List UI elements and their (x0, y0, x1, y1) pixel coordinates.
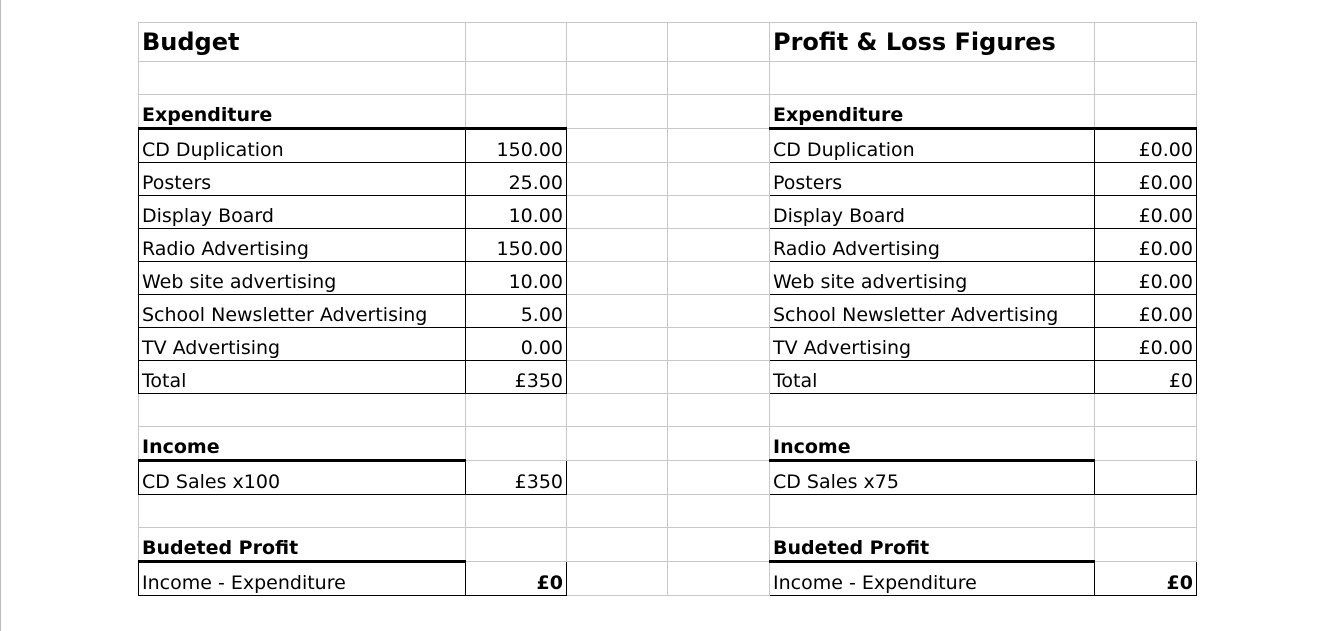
pnl-item-label[interactable]: Display Board (770, 196, 1095, 229)
empty-cell[interactable] (668, 328, 770, 361)
empty-cell[interactable] (668, 361, 770, 394)
empty-cell[interactable] (466, 394, 567, 427)
empty-cell[interactable] (466, 62, 567, 95)
empty-cell[interactable] (668, 461, 770, 495)
empty-cell[interactable] (567, 394, 668, 427)
pnl-item-value[interactable]: £0.00 (1095, 262, 1197, 295)
empty-cell[interactable] (1095, 95, 1197, 129)
empty-cell[interactable] (668, 495, 770, 528)
sheet-row (139, 62, 1197, 95)
empty-cell[interactable] (668, 528, 770, 562)
empty-cell[interactable] (770, 62, 1095, 95)
empty-cell[interactable] (668, 262, 770, 295)
empty-cell[interactable] (668, 163, 770, 196)
sheet-row (139, 328, 1197, 361)
empty-cell[interactable] (466, 95, 567, 129)
budget-item-value[interactable]: 150.00 (466, 229, 567, 262)
empty-cell[interactable] (668, 427, 770, 461)
pnl-profit-label[interactable]: Income - Expenditure (770, 562, 1095, 596)
budget-income-value[interactable]: £350 (466, 461, 567, 495)
pnl-income-value[interactable] (1095, 461, 1197, 495)
sheet-row (139, 461, 1197, 495)
pnl-income-label[interactable]: CD Sales x75 (770, 461, 1095, 495)
empty-cell[interactable] (567, 129, 668, 163)
budget-item-label[interactable]: TV Advertising (139, 328, 466, 361)
budget-item-value[interactable]: 150.00 (466, 129, 567, 163)
empty-cell[interactable] (567, 262, 668, 295)
empty-cell[interactable] (668, 295, 770, 328)
empty-cell[interactable] (1095, 394, 1197, 427)
empty-cell[interactable] (567, 163, 668, 196)
empty-cell[interactable] (567, 295, 668, 328)
pnl-item-label[interactable]: Posters (770, 163, 1095, 196)
empty-cell[interactable] (567, 23, 668, 62)
sheet-row (139, 95, 1197, 129)
empty-cell[interactable] (1095, 62, 1197, 95)
budget-total-label[interactable]: Total (139, 361, 466, 394)
pnl-item-label[interactable]: Web site advertising (770, 262, 1095, 295)
budget-income-label[interactable]: CD Sales x100 (139, 461, 466, 495)
budget-profit-value[interactable]: £0 (466, 562, 567, 596)
sheet-row (139, 495, 1197, 528)
sheet-row (139, 427, 1197, 461)
empty-cell[interactable] (139, 394, 466, 427)
pnl-item-value[interactable]: £0.00 (1095, 328, 1197, 361)
pnl-item-label[interactable]: Radio Advertising (770, 229, 1095, 262)
sheet-row (139, 361, 1197, 394)
empty-cell[interactable] (668, 562, 770, 596)
empty-cell[interactable] (1095, 495, 1197, 528)
budget-income-heading[interactable]: Income (139, 427, 466, 461)
sheet-row (139, 23, 1197, 62)
empty-cell[interactable] (466, 495, 567, 528)
empty-cell[interactable] (1095, 528, 1197, 562)
empty-cell[interactable] (567, 95, 668, 129)
pnl-item-value[interactable]: £0.00 (1095, 129, 1197, 163)
empty-cell[interactable] (668, 129, 770, 163)
budget-item-value[interactable]: 25.00 (466, 163, 567, 196)
empty-cell[interactable] (770, 394, 1095, 427)
empty-cell[interactable] (567, 361, 668, 394)
empty-cell[interactable] (1095, 427, 1197, 461)
empty-cell[interactable] (668, 95, 770, 129)
pnl-total-label[interactable]: Total (770, 361, 1095, 394)
pnl-item-value[interactable]: £0.00 (1095, 229, 1197, 262)
pnl-profit-heading[interactable]: Budeted Profit (770, 528, 1095, 562)
pnl-item-label[interactable]: TV Advertising (770, 328, 1095, 361)
budget-item-label[interactable]: Web site advertising (139, 262, 466, 295)
budget-profit-label[interactable]: Income - Expenditure (139, 562, 466, 596)
sheet-row (139, 196, 1197, 229)
empty-cell[interactable] (567, 328, 668, 361)
empty-cell[interactable] (567, 461, 668, 495)
sheet-row (139, 163, 1197, 196)
budget-item-label[interactable]: CD Duplication (139, 129, 466, 163)
budget-total-value[interactable]: £350 (466, 361, 567, 394)
budget-profit-heading[interactable]: Budeted Profit (139, 528, 466, 562)
budget-item-value[interactable]: 10.00 (466, 262, 567, 295)
page-edge (0, 0, 1, 631)
budget-item-value[interactable]: 0.00 (466, 328, 567, 361)
empty-cell[interactable] (1095, 23, 1197, 62)
empty-cell[interactable] (567, 229, 668, 262)
empty-cell[interactable] (567, 495, 668, 528)
budget-title[interactable]: Budget (139, 23, 466, 62)
pnl-total-value[interactable]: £0 (1095, 361, 1197, 394)
pnl-item-value[interactable]: £0.00 (1095, 196, 1197, 229)
sheet-row (139, 528, 1197, 562)
empty-cell[interactable] (466, 23, 567, 62)
empty-cell[interactable] (567, 562, 668, 596)
pnl-title[interactable]: Profit & Loss Figures (770, 23, 1095, 62)
budget-item-label[interactable]: Display Board (139, 196, 466, 229)
pnl-expenditure-heading[interactable]: Expenditure (770, 95, 1095, 129)
sheet-row (139, 129, 1197, 163)
sheet-row (139, 394, 1197, 427)
empty-cell[interactable] (668, 62, 770, 95)
pnl-income-heading[interactable]: Income (770, 427, 1095, 461)
sheet-row (139, 229, 1197, 262)
empty-cell[interactable] (770, 495, 1095, 528)
empty-cell[interactable] (567, 528, 668, 562)
pnl-item-label[interactable]: School Newsletter Advertising (770, 295, 1095, 328)
sheet-row (139, 262, 1197, 295)
empty-cell[interactable] (567, 196, 668, 229)
pnl-item-value[interactable]: £0.00 (1095, 163, 1197, 196)
empty-cell[interactable] (139, 62, 466, 95)
spreadsheet-grid (138, 22, 1197, 596)
budget-item-value[interactable]: 10.00 (466, 196, 567, 229)
pnl-profit-value[interactable]: £0 (1095, 562, 1197, 596)
empty-cell[interactable] (668, 229, 770, 262)
empty-cell[interactable] (668, 394, 770, 427)
sheet-row (139, 295, 1197, 328)
empty-cell[interactable] (466, 427, 567, 461)
budget-item-label[interactable]: Radio Advertising (139, 229, 466, 262)
budget-expenditure-heading[interactable]: Expenditure (139, 95, 466, 129)
empty-cell[interactable] (567, 62, 668, 95)
empty-cell[interactable] (466, 528, 567, 562)
empty-cell[interactable] (567, 427, 668, 461)
budget-item-value[interactable]: 5.00 (466, 295, 567, 328)
budget-item-label[interactable]: School Newsletter Advertising (139, 295, 466, 328)
empty-cell[interactable] (668, 196, 770, 229)
empty-cell[interactable] (668, 23, 770, 62)
budget-item-label[interactable]: Posters (139, 163, 466, 196)
sheet-row (139, 562, 1197, 596)
empty-cell[interactable] (139, 495, 466, 528)
pnl-item-label[interactable]: CD Duplication (770, 129, 1095, 163)
pnl-item-value[interactable]: £0.00 (1095, 295, 1197, 328)
